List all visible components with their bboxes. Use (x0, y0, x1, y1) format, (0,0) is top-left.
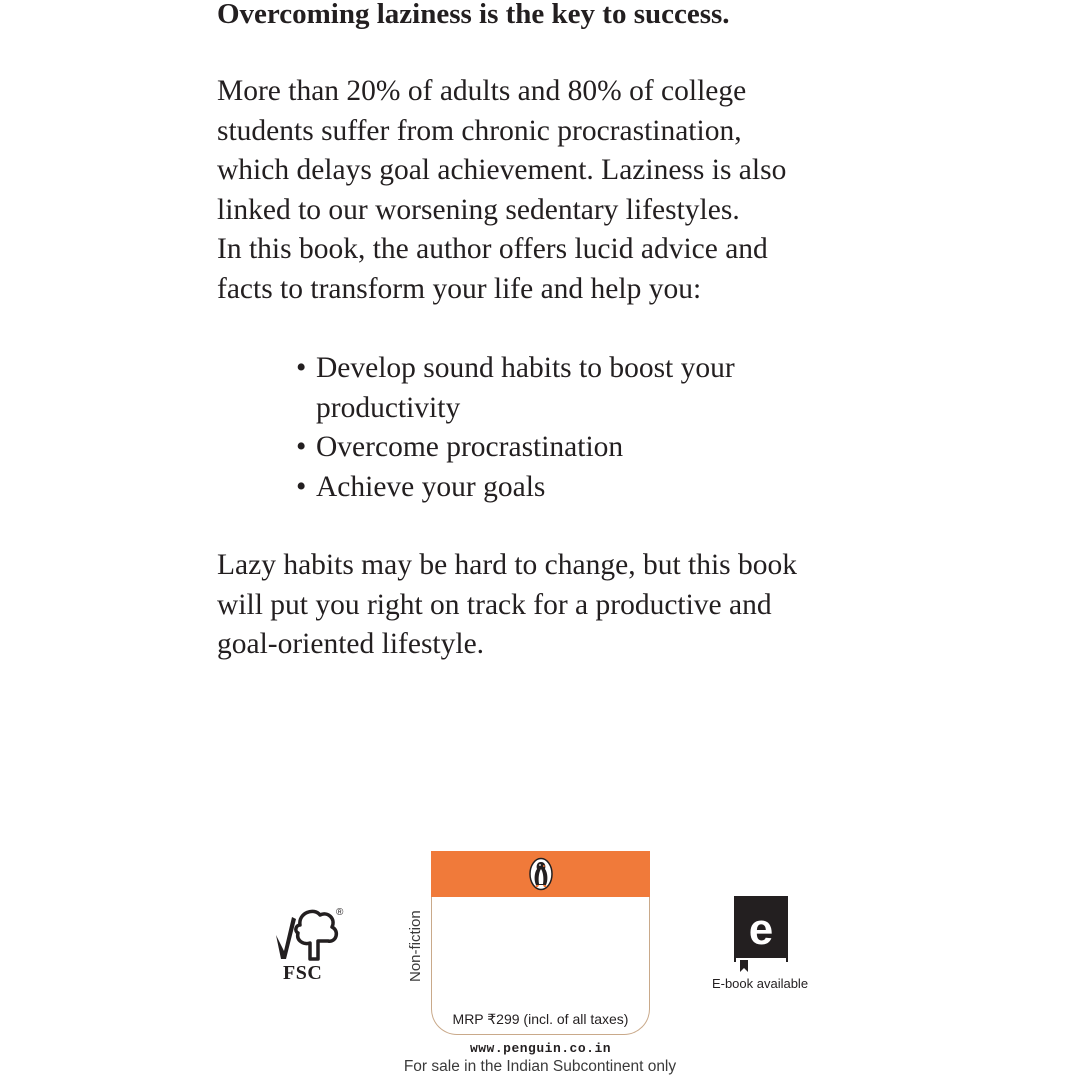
intro-paragraph: More than 20% of adults and 80% of college students suffer from chronic procrastination, which delays goal achievement. Laziness is also linked to our worsening sedentary lifestyles. In this book, the author offers lucid advice and facts to transform your life and help you: (217, 75, 787, 305)
list-item (296, 428, 736, 468)
penguin-orange-band (431, 851, 650, 897)
sale-territory-note: For sale in the Indian Subcontinent only (403, 1058, 677, 1075)
fsc-registered-mark: ® (336, 907, 344, 918)
list-item-text: Overcome procrastination (316, 431, 624, 463)
list-item-text: Achieve your goals (316, 470, 546, 503)
publisher-website: www.penguin.co.in (469, 1041, 612, 1056)
fsc-label: FSC (283, 962, 323, 984)
penguin-logo-icon (528, 857, 554, 891)
ebook-label: E-book available (711, 976, 809, 991)
bullet-icon: • (296, 352, 307, 384)
category-label: Non-fiction (407, 910, 424, 982)
price-label: MRP ₹299 (incl. of all taxes) (452, 1011, 629, 1027)
list-item (296, 349, 736, 428)
closing-paragraph: Lazy habits may be hard to change, but this book will put you right on track for a productive and goal-oriented lifestyle. (217, 549, 798, 660)
list-item-text: Develop sound habits to boost your productivity (316, 352, 735, 424)
bullet-icon: • (296, 470, 307, 503)
headline: Overcoming laziness is the key to success. (217, 0, 730, 30)
penguin-price-box (431, 851, 650, 1037)
benefits-list (296, 349, 736, 507)
ebook-letter: e (748, 905, 774, 954)
bullet-icon: • (296, 431, 307, 463)
list-item (296, 468, 736, 508)
ebook-icon (734, 896, 788, 972)
